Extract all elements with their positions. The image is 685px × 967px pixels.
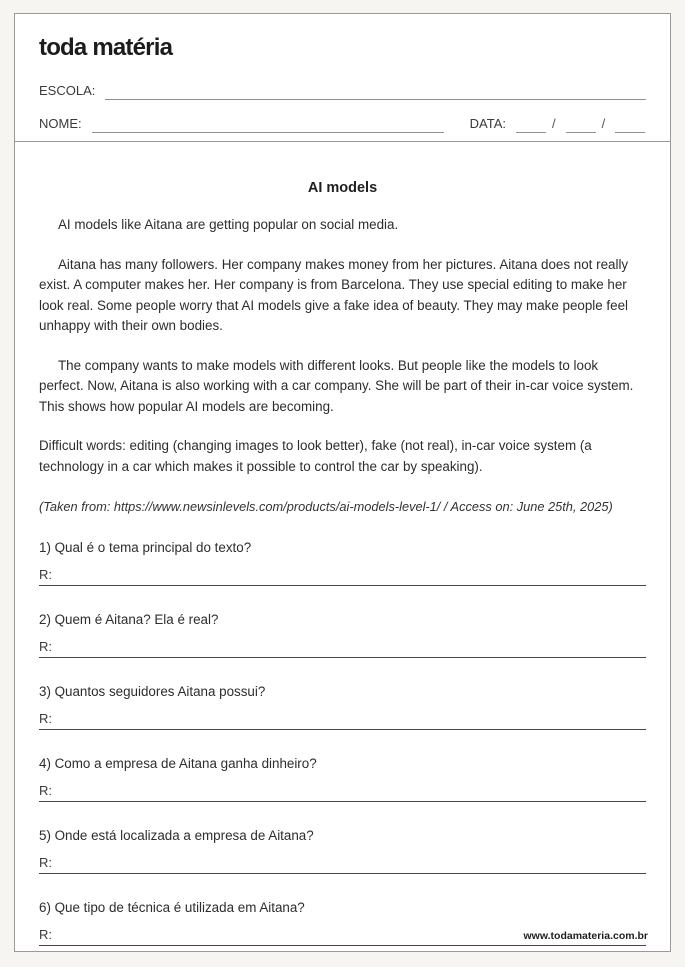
date-year-blank <box>615 117 645 133</box>
worksheet-sheet <box>14 13 671 952</box>
text-paragraph: AI models like Aitana are getting popular on social media. <box>58 217 399 232</box>
brand-logo: toda matéria <box>39 34 173 61</box>
data-label: DATA: <box>469 116 506 131</box>
date-month-blank <box>566 117 596 133</box>
nome-data-row <box>39 116 646 133</box>
question-text: 2) Quem é Aitana? Ela é real? <box>39 612 219 627</box>
nome-blank-line <box>92 117 444 133</box>
question-block-3 <box>39 684 646 730</box>
answer-line <box>39 711 646 730</box>
question-text: 4) Como a empresa de Aitana ganha dinheiro? <box>39 756 317 771</box>
answer-prefix: R: <box>39 927 52 942</box>
answer-line <box>39 567 646 586</box>
question-block-5 <box>39 828 646 874</box>
date-slash: / <box>601 116 606 131</box>
answer-prefix: R: <box>39 711 52 726</box>
answer-prefix: R: <box>39 783 52 798</box>
source-citation: (Taken from: https://www.newsinlevels.com/products/ai-models-level-1/ / Access on: June 25th, 2025) <box>39 499 613 514</box>
footer-url: www.todamateria.com.br <box>523 930 648 942</box>
answer-line <box>39 855 646 874</box>
header-section <box>15 14 670 142</box>
text-paragraph: Aitana has many followers. Her company makes money from her pictures. Aitana does not really exist. A computer makes her. Her company is from Barcelona. They use special editing to make her look real. Some people worry that AI models give a fake idea of beauty. They may make people feel unhappy with their own bodies. <box>39 256 629 333</box>
answer-line <box>39 639 646 658</box>
answer-line <box>39 783 646 802</box>
question-block-2 <box>39 612 646 658</box>
text-paragraph: The company wants to make models with different looks. But people like the models to look perfect. Now, Aitana is also working with a car company. She will be part of their in-car voice system. This shows how popular AI models are becoming. <box>39 357 634 414</box>
question-block-1 <box>39 540 646 586</box>
content-section <box>15 142 670 946</box>
question-text: 3) Quantos seguidores Aitana possui? <box>39 684 266 699</box>
question-text: 1) Qual é o tema principal do texto? <box>39 540 252 555</box>
answer-prefix: R: <box>39 567 52 582</box>
escola-field <box>39 83 646 100</box>
date-slash: / <box>551 116 556 131</box>
escola-label: ESCOLA: <box>39 83 96 98</box>
date-day-blank <box>516 117 546 133</box>
difficult-words-paragraph: Difficult words: editing (changing images to look better), fake (not real), in-car voice system (a technology in a car which makes it possible to control the car by speaking). <box>39 438 592 474</box>
worksheet-title: AI models <box>307 180 378 196</box>
question-block-4 <box>39 756 646 802</box>
nome-label: NOME: <box>39 116 82 131</box>
answer-prefix: R: <box>39 639 52 654</box>
question-text: 5) Onde está localizada a empresa de Aitana? <box>39 828 314 843</box>
question-text: 6) Que tipo de técnica é utilizada em Aitana? <box>39 900 305 915</box>
escola-blank-line <box>105 84 646 100</box>
answer-prefix: R: <box>39 855 52 870</box>
